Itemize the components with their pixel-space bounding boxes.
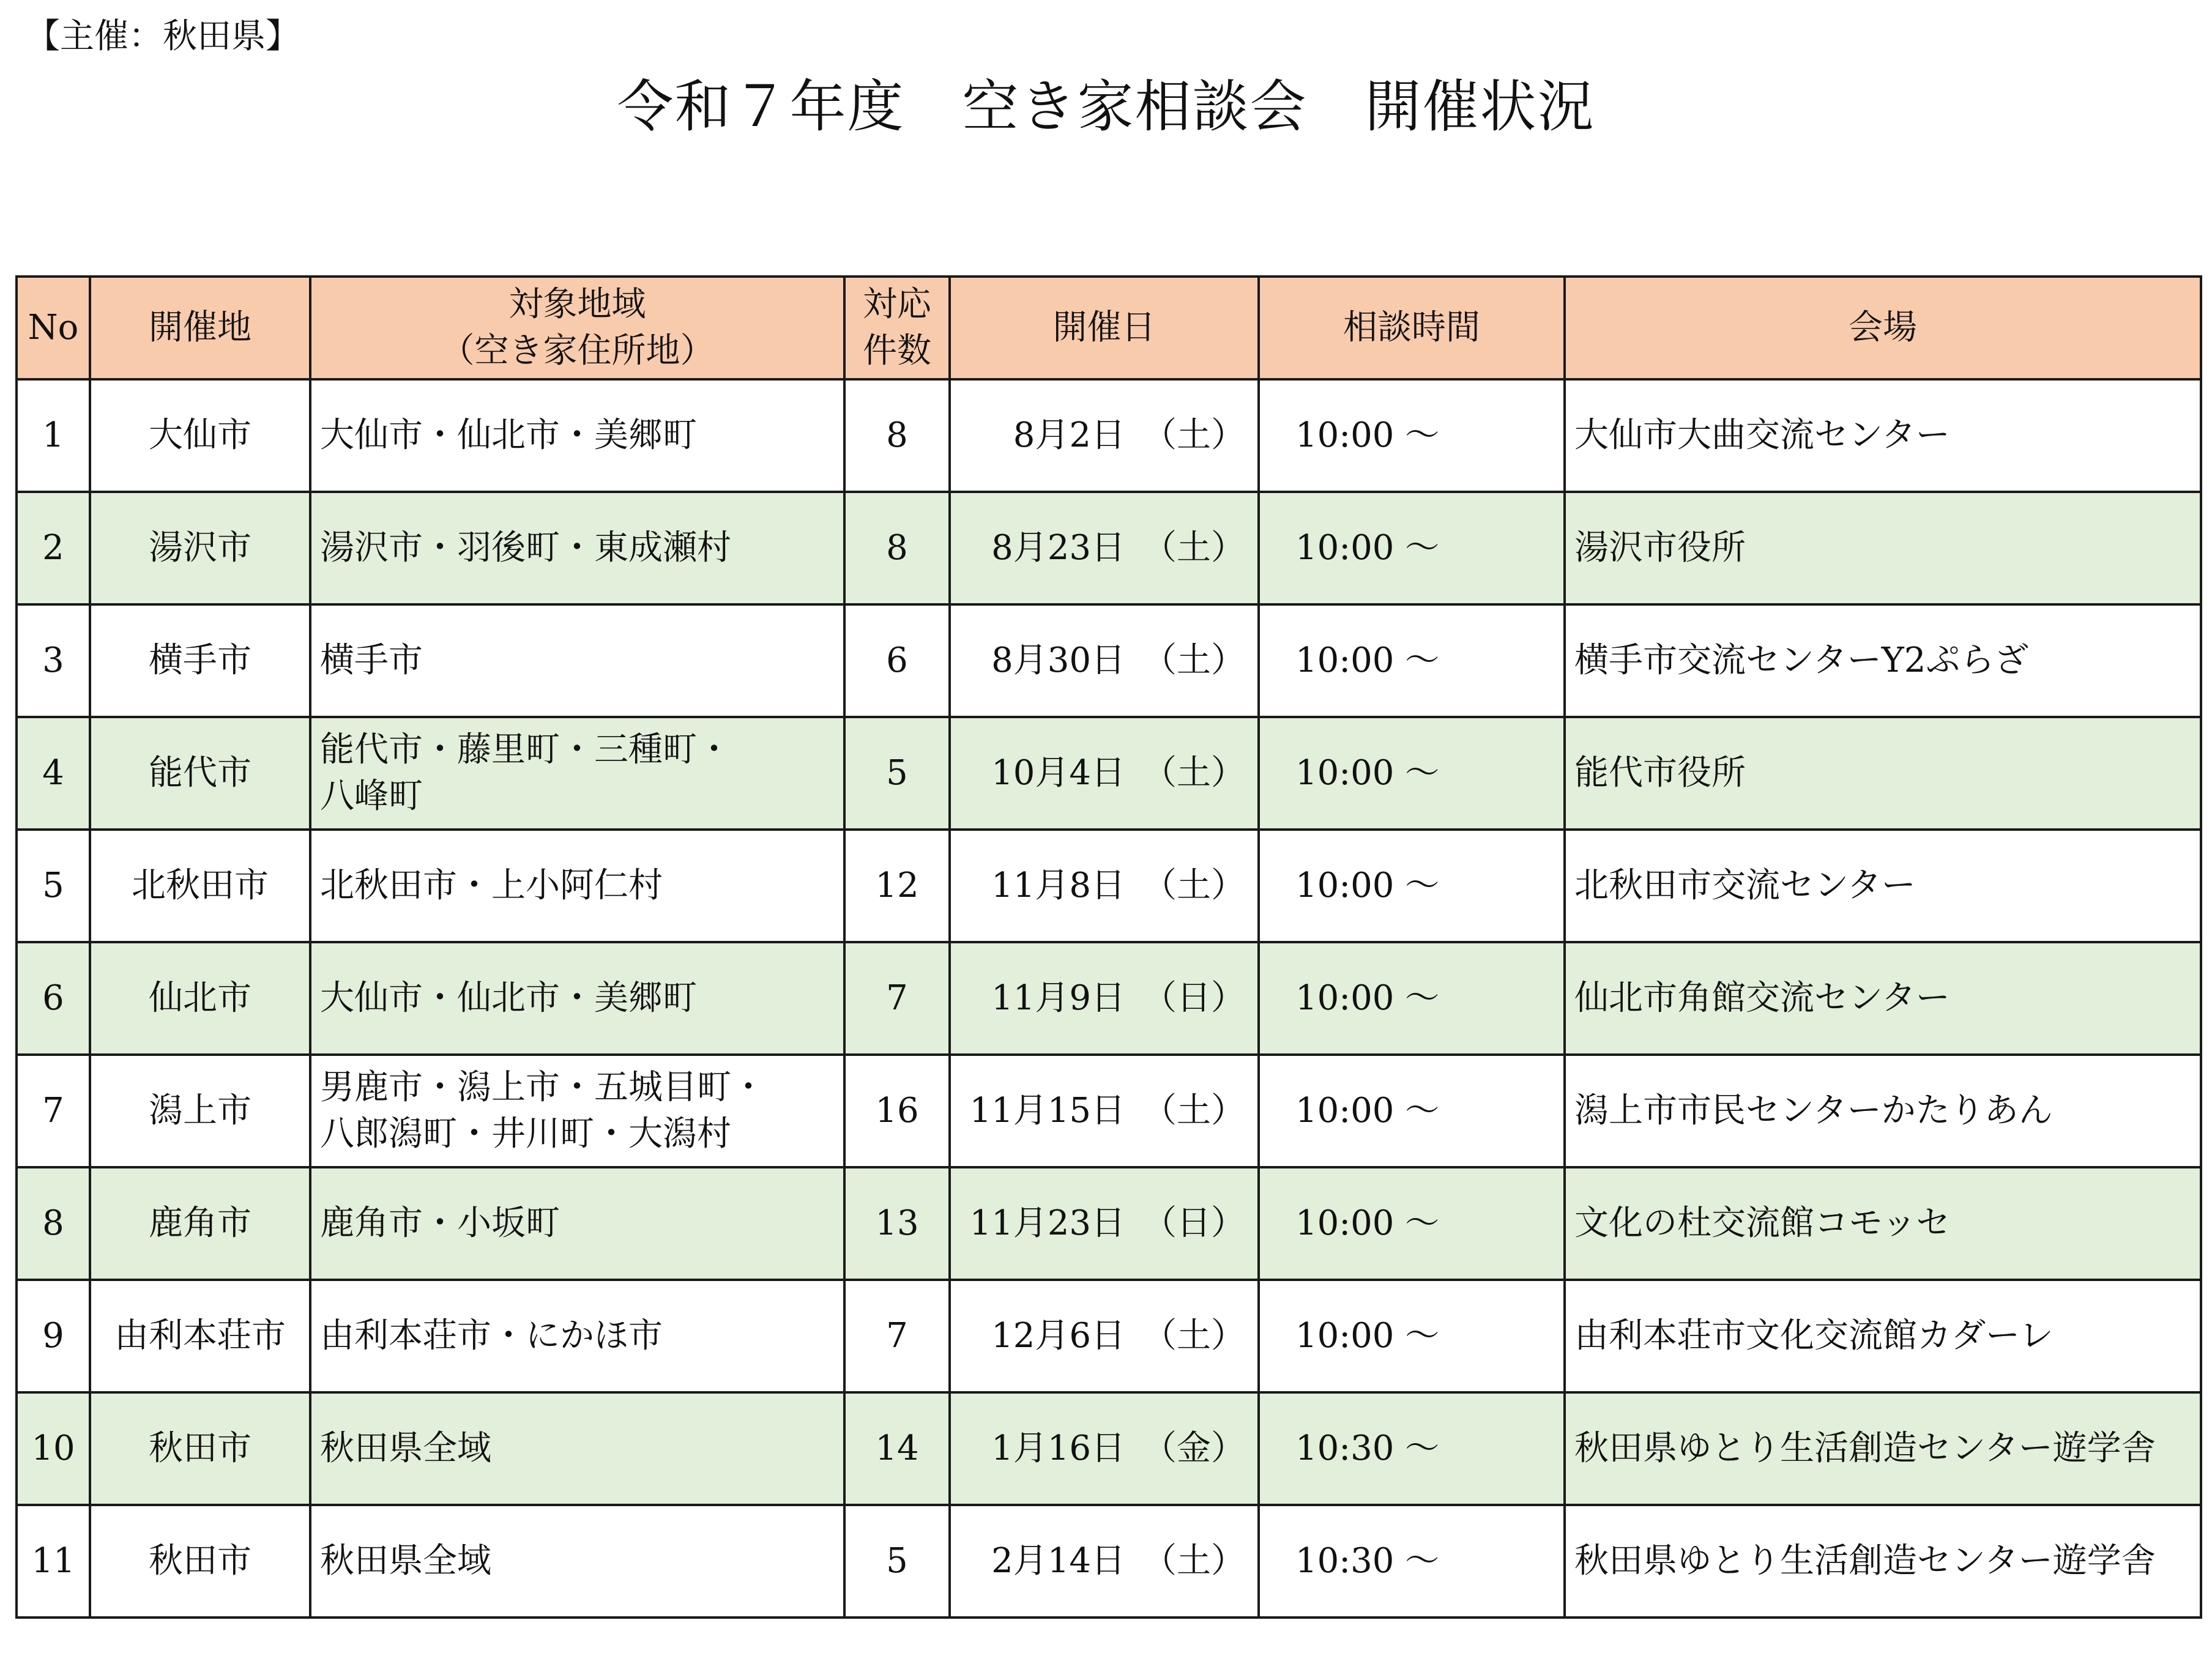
header-venue-city: 開催地 [90,277,310,379]
cell-venue-city: 潟上市 [90,1055,310,1167]
cell-target-area [310,1392,844,1505]
cell-no: 4 [17,717,90,830]
cell-venue-city: 鹿角市 [90,1167,310,1280]
cell-cases: 12 [844,830,950,942]
cell-place: 秋田県ゆとり生活創造センター遊学舎 [1565,1392,2201,1505]
cell-time: 10:00 ～ [1259,1167,1565,1280]
table-row [17,1167,2201,1280]
target-area-line1: 鹿角市・小坂町 [320,1203,560,1243]
table-row [17,717,2201,830]
cell-cases: 7 [844,1280,950,1392]
table-row [17,379,2201,492]
table-row [17,604,2201,717]
table-row [17,1505,2201,1618]
cell-place: 北秋田市交流センター [1565,830,2201,942]
target-area-line1: 能代市・藤里町・三種町・ [320,730,731,770]
cell-place: 文化の杜交流館コモッセ [1565,1167,2201,1280]
table-row [17,830,2201,942]
consultation-schedule-table [15,275,2202,1619]
cell-target-area [310,1055,844,1167]
cell-place: 能代市役所 [1565,717,2201,830]
cell-no: 2 [17,492,90,604]
target-area-line1: 大仙市・仙北市・美郷町 [320,415,697,455]
target-area-line1: 男鹿市・潟上市・五城目町・ [320,1068,765,1107]
cell-date: 11月8日 （土） [950,830,1259,942]
cell-cases: 13 [844,1167,950,1280]
table-row [17,1392,2201,1505]
cell-date: 8月23日 （土） [950,492,1259,604]
cell-no: 10 [17,1392,90,1505]
cell-cases: 16 [844,1055,950,1167]
cell-cases: 6 [844,604,950,717]
table-header-row [17,277,2201,379]
cell-venue-city: 横手市 [90,604,310,717]
cell-cases: 7 [844,942,950,1055]
cell-place: 仙北市角館交流センター [1565,942,2201,1055]
cell-target-area [310,1280,844,1392]
cell-target-area [310,379,844,492]
cell-time: 10:00 ～ [1259,830,1565,942]
page-title: 令和７年度 空き家相談会 開催状況 [617,74,1595,139]
cell-no: 6 [17,942,90,1055]
cell-time: 10:00 ～ [1259,1055,1565,1167]
target-area-line1: 秋田県全域 [320,1541,491,1581]
cell-time: 10:00 ～ [1259,942,1565,1055]
cell-venue-city: 北秋田市 [90,830,310,942]
organizer-label: 【主催：秋田県】 [26,17,300,56]
cell-no: 1 [17,379,90,492]
cell-target-area [310,604,844,717]
cell-target-area [310,1505,844,1618]
cell-no: 8 [17,1167,90,1280]
target-area-line1: 由利本荘市・にかほ市 [320,1316,663,1356]
cell-venue-city: 能代市 [90,717,310,830]
cell-venue-city: 秋田市 [90,1505,310,1618]
table-row [17,492,2201,604]
header-date: 開催日 [950,277,1259,379]
cell-target-area [310,1167,844,1280]
target-area-line1: 大仙市・仙北市・美郷町 [320,978,697,1018]
cell-target-area [310,492,844,604]
cell-venue-city: 由利本荘市 [90,1280,310,1392]
cell-time: 10:30 ～ [1259,1392,1565,1505]
cell-cases: 5 [844,717,950,830]
header-cases [844,277,950,379]
cell-target-area [310,942,844,1055]
cell-date: 12月6日 （土） [950,1280,1259,1392]
cell-place: 湯沢市役所 [1565,492,2201,604]
cell-cases: 8 [844,379,950,492]
cell-place: 潟上市市民センターかたりあん [1565,1055,2201,1167]
cell-date: 8月30日 （土） [950,604,1259,717]
cell-venue-city: 秋田市 [90,1392,310,1505]
cell-target-area [310,830,844,942]
target-area-line2: 八峰町 [320,776,423,816]
cell-date: 11月9日 （日） [950,942,1259,1055]
cell-date: 10月4日 （土） [950,717,1259,830]
cell-cases: 5 [844,1505,950,1618]
cell-venue-city: 湯沢市 [90,492,310,604]
cell-time: 10:00 ～ [1259,492,1565,604]
cell-cases: 14 [844,1392,950,1505]
cell-date: 1月16日 （金） [950,1392,1259,1505]
cell-date: 2月14日 （土） [950,1505,1259,1618]
cell-no: 9 [17,1280,90,1392]
cell-time: 10:00 ～ [1259,604,1565,717]
header-target-area [310,277,844,379]
table-row [17,1280,2201,1392]
cell-date: 11月15日 （土） [950,1055,1259,1167]
header-cases-line1: 対応 [863,284,931,324]
header-target-area-line1: 対象地域 [508,284,646,324]
header-place: 会場 [1565,277,2201,379]
target-area-line1: 湯沢市・羽後町・東成瀬村 [320,528,731,568]
cell-no: 5 [17,830,90,942]
cell-time: 10:00 ～ [1259,1280,1565,1392]
cell-place: 由利本荘市文化交流館カダーレ [1565,1280,2201,1392]
header-target-area-line2: （空き家住所地） [440,331,715,371]
header-time: 相談時間 [1259,277,1565,379]
cell-target-area [310,717,844,830]
table-row [17,1055,2201,1167]
cell-time: 10:30 ～ [1259,1505,1565,1618]
target-area-line1: 横手市 [320,641,423,680]
header-cases-line2: 件数 [863,331,931,371]
cell-place: 秋田県ゆとり生活創造センター遊学舎 [1565,1505,2201,1618]
cell-venue-city: 大仙市 [90,379,310,492]
cell-venue-city: 仙北市 [90,942,310,1055]
cell-cases: 8 [844,492,950,604]
cell-place: 大仙市大曲交流センター [1565,379,2201,492]
cell-date: 8月2日 （土） [950,379,1259,492]
header-no: No [17,277,90,379]
cell-time: 10:00 ～ [1259,717,1565,830]
target-area-line2: 八郎潟町・井川町・大潟村 [320,1114,731,1154]
cell-date: 11月23日 （日） [950,1167,1259,1280]
table-row [17,942,2201,1055]
cell-no: 11 [17,1505,90,1618]
target-area-line1: 秋田県全域 [320,1428,491,1468]
cell-place: 横手市交流センターY2ぷらざ [1565,604,2201,717]
cell-no: 7 [17,1055,90,1167]
target-area-line1: 北秋田市・上小阿仁村 [320,866,663,905]
cell-no: 3 [17,604,90,717]
cell-time: 10:00 ～ [1259,379,1565,492]
